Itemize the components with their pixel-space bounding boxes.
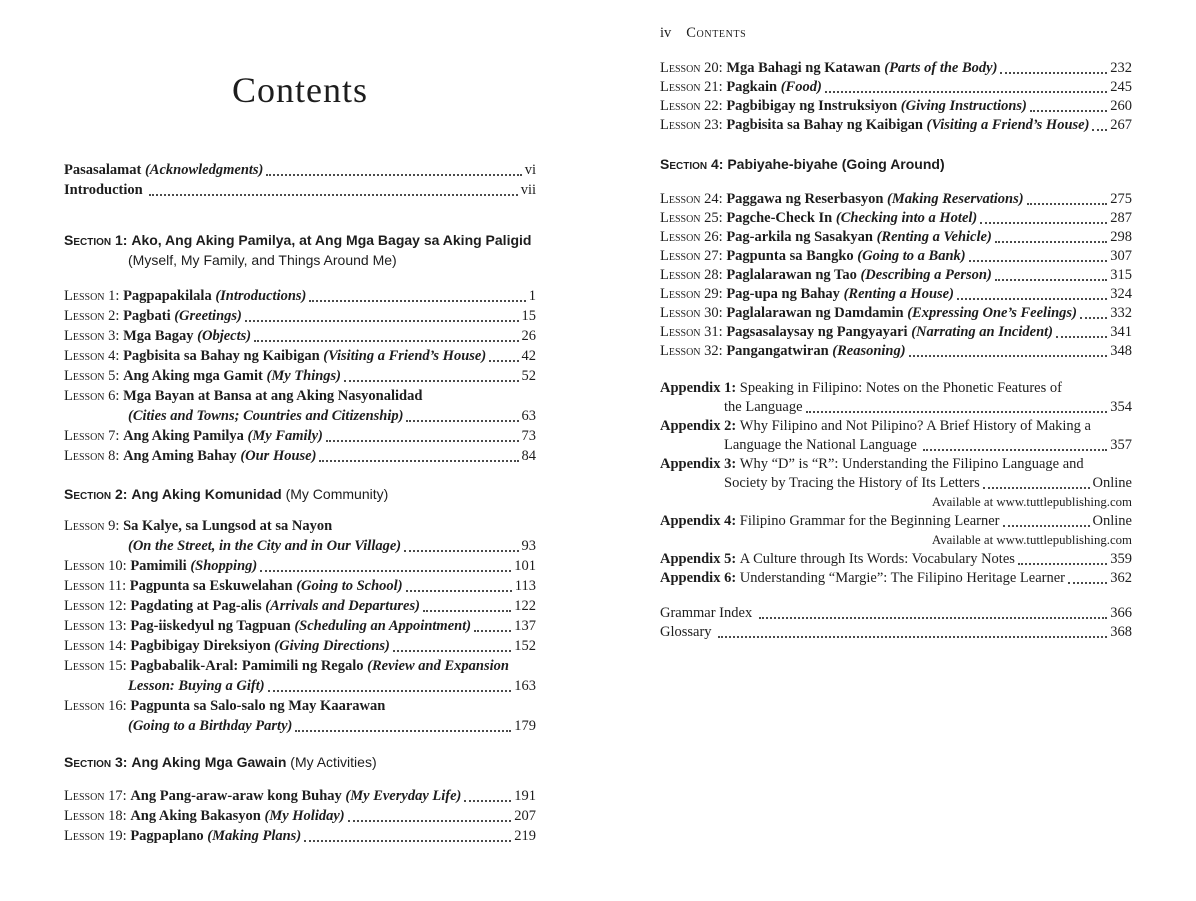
page-number: 267: [1110, 117, 1132, 133]
spacer: [64, 466, 536, 484]
appendix-entry-continuation: [660, 474, 1132, 493]
text-segment: (Shopping): [190, 558, 258, 574]
text-segment: A Culture through Its Words: Vocabulary Notes: [739, 551, 1015, 567]
dot-leader: [423, 610, 511, 612]
text-segment: Ang Aking Mga Gawain: [131, 754, 291, 770]
running-header: [660, 24, 1132, 43]
front-matter-entry: [64, 180, 536, 200]
appendix-entry-continuation: [660, 398, 1132, 417]
lesson-entry: [660, 78, 1132, 97]
dot-leader: [1003, 525, 1090, 527]
dot-leader: [489, 360, 518, 362]
text-segment: Pagdating at Pag-alis: [130, 598, 266, 614]
lesson-entry: [64, 656, 536, 676]
spacer: [660, 135, 1132, 155]
lesson-entry: [64, 576, 536, 596]
text-segment: Available at www.tuttlepublishing.com: [931, 533, 1132, 547]
dot-leader: [980, 222, 1107, 224]
text-segment: the Language: [724, 399, 803, 415]
lesson-entry: [660, 228, 1132, 247]
lesson-entry: [64, 426, 536, 446]
text-segment: Pabiyahe-biyahe (Going Around): [727, 156, 945, 172]
lesson-entry: [64, 806, 536, 826]
text-segment: Pangangatwiran: [726, 343, 833, 359]
page-number: Online: [1092, 475, 1132, 491]
lesson-entry: [660, 304, 1132, 323]
lesson-entry: [64, 326, 536, 346]
dot-leader: [1000, 72, 1107, 74]
lesson-entry: [660, 247, 1132, 266]
dot-leader: [474, 630, 511, 632]
dot-leader: [406, 590, 512, 592]
text-segment: (Our House): [240, 448, 317, 464]
text-segment: (Visiting a Friend’s House): [323, 348, 487, 364]
lesson-entry: [660, 190, 1132, 209]
dot-leader: [149, 194, 517, 196]
text-segment: Introduction: [64, 182, 147, 198]
text-segment: Lesson 28:: [660, 267, 727, 283]
page-number: 207: [514, 808, 536, 824]
running-header-title: Contents: [686, 25, 747, 41]
text-segment: Lesson 3:: [64, 328, 124, 344]
text-segment: Appendix 5:: [660, 551, 740, 567]
section-heading: [64, 484, 536, 504]
text-segment: Lesson 22:: [660, 98, 727, 114]
page-number: 42: [521, 348, 536, 364]
spacer: [660, 174, 1132, 190]
dot-leader: [1030, 110, 1107, 112]
text-segment: Sa Kalye, sa Lungsod at sa Nayon: [123, 518, 333, 534]
text-segment: (Going to School): [296, 578, 403, 594]
text-segment: (Renting a House): [843, 286, 954, 302]
text-segment: Appendix 1:: [660, 380, 740, 396]
text-segment: Glossary: [660, 624, 716, 640]
text-segment: Paggawa ng Reserbasyon: [726, 191, 888, 207]
text-segment: (Myself, My Family, and Things Around Me): [128, 252, 397, 268]
dot-leader: [309, 300, 525, 302]
text-segment: Lesson 8:: [64, 448, 124, 464]
spacer: [64, 200, 536, 230]
page-number: 368: [1110, 624, 1132, 640]
text-segment: Language the National Language: [724, 437, 921, 453]
text-segment: Lesson 6:: [64, 388, 124, 404]
page-number: 366: [1110, 605, 1132, 621]
text-segment: Lesson 11:: [64, 578, 130, 594]
spacer: [64, 270, 536, 286]
text-segment: Pagpunta sa Bangko: [726, 248, 858, 264]
dot-leader: [1027, 203, 1108, 205]
text-segment: Filipino Grammar for the Beginning Learner: [739, 513, 1000, 529]
lesson-entry-continuation: [64, 406, 536, 426]
page-number: 245: [1110, 79, 1132, 95]
dot-leader: [806, 411, 1108, 413]
dot-leader: [319, 460, 518, 462]
dot-leader: [1056, 336, 1107, 338]
text-segment: Ang Pang-araw-araw kong Buhay: [130, 788, 346, 804]
dot-leader: [406, 420, 518, 422]
page-number: 357: [1110, 437, 1132, 453]
lesson-entry-continuation: [64, 536, 536, 556]
page-number: 26: [521, 328, 536, 344]
section-heading: [64, 752, 536, 772]
page-number: 63: [521, 408, 536, 424]
text-segment: Mga Bahagi ng Katawan: [726, 60, 885, 76]
lesson-entry: [660, 323, 1132, 342]
lesson-entry: [64, 556, 536, 576]
text-segment: Available at www.tuttlepublishing.com: [931, 495, 1132, 509]
text-segment: Why Filipino and Not Pilipino? A Brief History of Making a: [739, 418, 1091, 434]
text-segment: Pag-upa ng Bahay: [726, 286, 844, 302]
page-number: 73: [521, 428, 536, 444]
text-segment: Understanding “Margie”: The Filipino Heritage Learner: [739, 570, 1065, 586]
lesson-entry: [660, 116, 1132, 135]
text-segment: Pag-iiskedyul ng Tagpuan: [130, 618, 295, 634]
page-number: 15: [521, 308, 536, 324]
text-segment: (Narrating an Incident): [911, 324, 1054, 340]
lesson-entry: [660, 59, 1132, 78]
left-page-toc-list: [64, 160, 536, 846]
appendix-entry: [660, 569, 1132, 588]
text-segment: Appendix 6:: [660, 570, 740, 586]
page-number: 84: [521, 448, 536, 464]
text-segment: (Giving Directions): [274, 638, 390, 654]
right-page-toc-list: [660, 59, 1132, 642]
text-segment: Lesson 19:: [64, 828, 131, 844]
dot-leader: [326, 440, 519, 442]
appendix-entry: [660, 417, 1132, 436]
text-segment: (Expressing One’s Feelings): [907, 305, 1077, 321]
lesson-entry: [64, 306, 536, 326]
text-segment: Pagkain: [726, 79, 781, 95]
text-segment: (My Activities): [290, 754, 377, 770]
text-segment: Lesson 32:: [660, 343, 727, 359]
page-number: 52: [521, 368, 536, 384]
lesson-entry: [64, 286, 536, 306]
text-segment: Pag-arkila ng Sasakyan: [726, 229, 877, 245]
text-segment: Lesson 20:: [660, 60, 727, 76]
dot-leader: [1068, 582, 1107, 584]
page-number: 260: [1110, 98, 1132, 114]
dot-leader: [266, 174, 521, 176]
dot-leader: [1092, 129, 1107, 131]
front-matter-entry: [64, 160, 536, 180]
text-segment: Lesson 12:: [64, 598, 131, 614]
text-segment: Pagbibigay ng Instruksiyon: [726, 98, 901, 114]
text-segment: Lesson 15:: [64, 658, 131, 674]
page-number: 113: [514, 578, 536, 594]
text-segment: Mga Bayan at Bansa at ang Aking Nasyonalidad: [123, 388, 423, 404]
lesson-entry: [660, 97, 1132, 116]
dot-leader: [268, 690, 512, 692]
text-segment: (Review and Expansion: [367, 658, 509, 674]
text-segment: (Reasoning): [832, 343, 906, 359]
text-segment: (Visiting a Friend’s House): [926, 117, 1090, 133]
text-segment: Pagpunta sa Salo-salo ng May Kaarawan: [130, 698, 386, 714]
dot-leader: [254, 340, 518, 342]
text-segment: (My Community): [285, 486, 389, 502]
lesson-entry: [64, 346, 536, 366]
lesson-entry-continuation: [64, 676, 536, 696]
dot-leader: [825, 91, 1107, 93]
spacer: [64, 736, 536, 752]
dot-leader: [344, 380, 518, 382]
text-segment: Lesson 5:: [64, 368, 124, 384]
dot-leader: [957, 298, 1107, 300]
lesson-entry: [660, 285, 1132, 304]
text-segment: Pagpunta sa Eskuwelahan: [129, 578, 297, 594]
text-segment: Lesson 1:: [64, 288, 124, 304]
text-segment: (Making Plans): [207, 828, 302, 844]
lesson-entry: [64, 636, 536, 656]
page-number: vi: [524, 162, 536, 178]
text-segment: Grammar Index: [660, 605, 756, 621]
text-segment: Lesson 31:: [660, 324, 727, 340]
spacer: [64, 504, 536, 516]
text-segment: Lesson 13:: [64, 618, 131, 634]
dot-leader: [995, 279, 1107, 281]
text-segment: Ang Aking Bakasyon: [130, 808, 265, 824]
page-number: 1: [528, 288, 536, 304]
text-segment: Lesson 16:: [64, 698, 131, 714]
page-number: 101: [514, 558, 536, 574]
section-heading: [660, 155, 1132, 174]
text-segment: Lesson 21:: [660, 79, 727, 95]
availability-note: [660, 531, 1132, 550]
dot-leader: [995, 241, 1107, 243]
text-segment: Appendix 4:: [660, 513, 740, 529]
text-segment: Paglalarawan ng Damdamin: [726, 305, 908, 321]
text-segment: Section 1:: [64, 232, 132, 248]
lesson-entry: [64, 596, 536, 616]
page-number: 137: [514, 618, 536, 634]
text-segment: Lesson 26:: [660, 229, 727, 245]
text-segment: (Arrivals and Departures): [265, 598, 420, 614]
lesson-entry: [64, 366, 536, 386]
spacer: [64, 772, 536, 786]
text-segment: Lesson 25:: [660, 210, 727, 226]
text-segment: (On the Street, in the City and in Our Village): [128, 538, 402, 554]
text-segment: Lesson 17:: [64, 788, 131, 804]
dot-leader: [909, 355, 1108, 357]
text-segment: (Food): [780, 79, 822, 95]
text-segment: Pamimili: [130, 558, 191, 574]
text-segment: Pagbibigay Direksiyon: [130, 638, 275, 654]
text-segment: Pagbisita sa Bahay ng Kaibigan: [123, 348, 324, 364]
page-number: 122: [514, 598, 536, 614]
appendix-entry: [660, 455, 1132, 474]
page-title: Contents: [231, 70, 368, 110]
text-segment: (Describing a Person): [860, 267, 992, 283]
text-segment: (Going to a Birthday Party): [128, 718, 293, 734]
text-segment: Lesson 4:: [64, 348, 124, 364]
text-segment: Lesson 2:: [64, 308, 124, 324]
lesson-entry: [64, 616, 536, 636]
dot-leader: [718, 636, 1107, 638]
page-number: 341: [1110, 324, 1132, 340]
text-segment: Pagpaplano: [130, 828, 208, 844]
lesson-entry: [64, 696, 536, 716]
text-segment: (My Holiday): [264, 808, 345, 824]
page-number: 332: [1110, 305, 1132, 321]
dot-leader: [393, 650, 511, 652]
page-number: 324: [1110, 286, 1132, 302]
folio-page-number: iv: [660, 25, 672, 41]
appendix-entry-continuation: [660, 436, 1132, 455]
lesson-entry: [64, 516, 536, 536]
text-segment: Ang Aking mga Gamit: [123, 368, 267, 384]
lesson-entry: [64, 786, 536, 806]
text-segment: (Greetings): [174, 308, 242, 324]
text-segment: (Objects): [197, 328, 252, 344]
appendix-entry: [660, 379, 1132, 398]
text-segment: Appendix 2:: [660, 418, 740, 434]
dot-leader: [464, 800, 511, 802]
page-number: 163: [514, 678, 536, 694]
page-number: 348: [1110, 343, 1132, 359]
text-segment: Pagbabalik-Aral: Pamimili ng Regalo: [130, 658, 368, 674]
text-segment: Why “D” is “R”: Understanding the Filipino Language and: [739, 456, 1084, 472]
text-segment: (Checking into a Hotel): [835, 210, 978, 226]
index-entry: [660, 604, 1132, 623]
lesson-entry: [64, 386, 536, 406]
dot-leader: [295, 730, 511, 732]
text-segment: Section 4:: [660, 156, 728, 172]
text-segment: Paglalarawan ng Tao: [726, 267, 861, 283]
dot-leader: [1018, 563, 1107, 565]
text-segment: (Scheduling an Appointment): [294, 618, 472, 634]
text-segment: Ang Aming Bahay: [123, 448, 241, 464]
dot-leader: [260, 570, 511, 572]
text-segment: Appendix 3:: [660, 456, 740, 472]
text-segment: Pagche-Check In: [726, 210, 836, 226]
appendix-entry: [660, 512, 1132, 531]
page-number: 307: [1110, 248, 1132, 264]
page-number: 219: [514, 828, 536, 844]
text-segment: Ang Aking Pamilya: [123, 428, 248, 444]
text-segment: Pagsasalaysay ng Pangyayari: [726, 324, 912, 340]
text-segment: Speaking in Filipino: Notes on the Phonetic Features of: [739, 380, 1062, 396]
text-segment: Lesson 24:: [660, 191, 727, 207]
lesson-entry-continuation: [64, 716, 536, 736]
lesson-entry: [660, 342, 1132, 361]
text-segment: Lesson 18:: [64, 808, 131, 824]
page-number: 152: [514, 638, 536, 654]
text-segment: Pagpapakilala: [123, 288, 216, 304]
page-number: 298: [1110, 229, 1132, 245]
page-number: 93: [521, 538, 536, 554]
page-number: 232: [1110, 60, 1132, 76]
page-number: 275: [1110, 191, 1132, 207]
lesson-entry: [660, 266, 1132, 285]
text-segment: Society by Tracing the History of Its Letters: [724, 475, 980, 491]
text-segment: (Renting a Vehicle): [876, 229, 992, 245]
dot-leader: [759, 617, 1107, 619]
text-segment: (My Family): [247, 428, 323, 444]
dot-leader: [348, 820, 512, 822]
text-segment: Pasasalamat: [64, 162, 145, 178]
text-segment: Section 2:: [64, 486, 132, 502]
text-segment: Lesson 9:: [64, 518, 124, 534]
text-segment: Lesson 30:: [660, 305, 727, 321]
dot-leader: [404, 550, 518, 552]
page-number: 315: [1110, 267, 1132, 283]
page-number: 354: [1110, 399, 1132, 415]
spacer: [660, 588, 1132, 604]
page-number: 191: [514, 788, 536, 804]
section-subtitle: [64, 250, 536, 270]
text-segment: Lesson: Buying a Gift): [128, 678, 265, 694]
text-segment: Ako, Ang Aking Pamilya, at Ang Mga Bagay sa Aking Paligid: [131, 232, 532, 248]
text-segment: (Making Reservations): [887, 191, 1024, 207]
text-segment: (Parts of the Body): [884, 60, 998, 76]
section-heading: [64, 230, 536, 250]
index-entry: [660, 623, 1132, 642]
text-segment: Lesson 29:: [660, 286, 727, 302]
text-segment: Lesson 27:: [660, 248, 727, 264]
right-page: [660, 0, 1132, 642]
text-segment: Mga Bagay: [123, 328, 198, 344]
text-segment: Pagbisita sa Bahay ng Kaibigan: [726, 117, 927, 133]
text-segment: (Acknowledgments): [144, 162, 264, 178]
page-number: Online: [1092, 513, 1132, 529]
page-number: vii: [520, 182, 536, 198]
text-segment: (My Everyday Life): [345, 788, 462, 804]
text-segment: Ang Aking Komunidad: [131, 486, 286, 502]
dot-leader: [304, 840, 511, 842]
text-segment: (Going to a Bank): [857, 248, 966, 264]
lesson-entry: [64, 446, 536, 466]
spacer: [660, 361, 1132, 379]
dot-leader: [923, 449, 1107, 451]
text-segment: (Giving Instructions): [900, 98, 1027, 114]
text-segment: Lesson 10:: [64, 558, 131, 574]
dot-leader: [245, 320, 519, 322]
text-segment: Section 3:: [64, 754, 132, 770]
dot-leader: [969, 260, 1108, 262]
text-segment: Lesson 7:: [64, 428, 124, 444]
text-segment: Lesson 23:: [660, 117, 727, 133]
availability-note: [660, 493, 1132, 512]
lesson-entry: [660, 209, 1132, 228]
text-segment: (My Things): [266, 368, 342, 384]
left-page: [64, 0, 536, 846]
appendix-entry: [660, 550, 1132, 569]
dot-leader: [983, 487, 1090, 489]
dot-leader: [1080, 317, 1107, 319]
text-segment: (Cities and Towns; Countries and Citizenship): [128, 408, 404, 424]
text-segment: (Introductions): [215, 288, 307, 304]
text-segment: Lesson 14:: [64, 638, 131, 654]
page-number: 362: [1110, 570, 1132, 586]
page-number: 179: [514, 718, 536, 734]
text-segment: Pagbati: [123, 308, 175, 324]
lesson-entry: [64, 826, 536, 846]
page-number: 287: [1110, 210, 1132, 226]
page-number: 359: [1110, 551, 1132, 567]
